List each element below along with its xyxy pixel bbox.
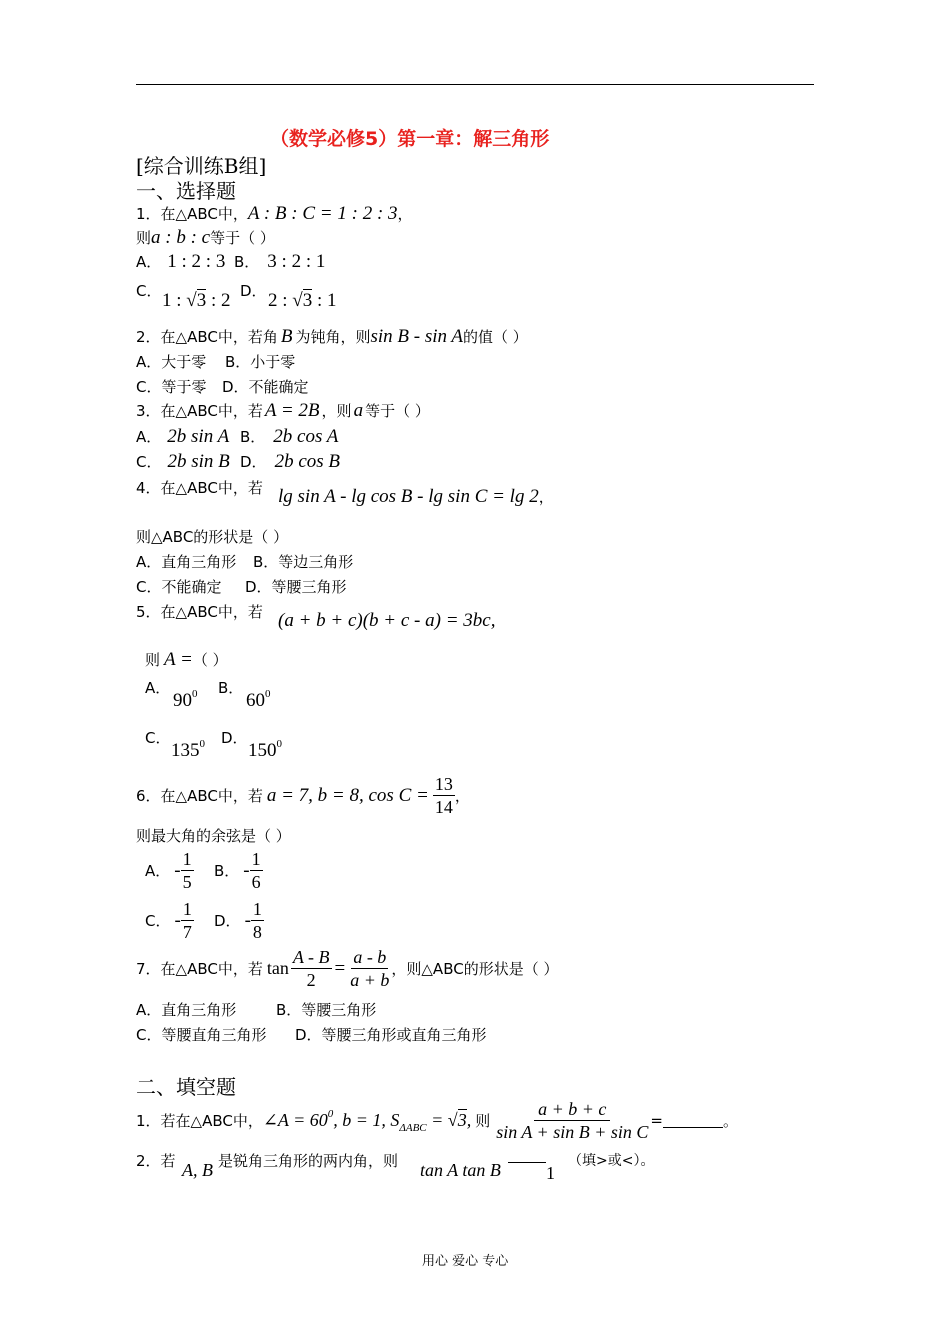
q1-stem-text: 1．在△ABC中， bbox=[136, 205, 248, 223]
q5-then: 则 bbox=[145, 651, 161, 669]
q1-a-value: 1 : 2 : 3 bbox=[167, 251, 226, 272]
q5-b-label: B． bbox=[218, 679, 244, 697]
q1-ratio-expr: A : B : C = 1 : 2 : 3 bbox=[247, 203, 398, 224]
q1-b-label: B． bbox=[234, 253, 260, 271]
q2-option-b[interactable]: B．小于零 bbox=[225, 353, 296, 371]
q6-d-label: D． bbox=[214, 912, 241, 930]
q6-cos-fraction bbox=[433, 773, 455, 818]
q6-b-den: 6 bbox=[251, 872, 261, 892]
q1-option-a[interactable] bbox=[136, 251, 225, 273]
section-multiple-choice: 一、选择题 bbox=[136, 179, 236, 203]
q5-option-b[interactable] bbox=[218, 677, 243, 698]
f1-comma: , bbox=[466, 1109, 472, 1130]
q7-option-a[interactable]: A．直角三角形 bbox=[136, 1001, 237, 1019]
q5-option-a[interactable] bbox=[145, 677, 170, 698]
q6-b-num: 1 bbox=[251, 849, 261, 869]
q2-option-c[interactable]: C．等于零 bbox=[136, 378, 207, 396]
q7-option-b[interactable]: B．等腰三角形 bbox=[276, 1001, 377, 1019]
q6-c-den: 7 bbox=[182, 922, 192, 942]
f1-b-and-s: , b = 1, S bbox=[333, 1109, 400, 1130]
q3-mid-text: ，则 bbox=[321, 402, 352, 420]
q7-equals: = bbox=[334, 957, 346, 979]
q5-c-value bbox=[171, 738, 205, 762]
f1-area-eq: = bbox=[426, 1109, 448, 1130]
q3-d-label: D． bbox=[240, 453, 267, 471]
section-fill-in: 二、填空题 bbox=[136, 1075, 236, 1099]
q5-c-num: 135 bbox=[171, 740, 200, 761]
f2-post-text: （填>或<）。 bbox=[568, 1153, 655, 1169]
q1-option-b[interactable] bbox=[234, 251, 325, 273]
q4-line2: 则△ABC的形状是（ ） bbox=[136, 528, 289, 546]
f2-tan-product: tan A tan B bbox=[420, 1160, 501, 1180]
f1-degree: 0 bbox=[327, 1107, 334, 1120]
q4-option-c[interactable]: C．不能确定 bbox=[136, 578, 222, 596]
q1-c-label: C． bbox=[136, 282, 162, 300]
q3-b-value: 2b cos A bbox=[273, 426, 339, 447]
q1-option-c[interactable] bbox=[136, 280, 161, 301]
q4-stem bbox=[136, 477, 263, 498]
q6-frac-den: 14 bbox=[434, 797, 453, 817]
f1-frac-den: sin A + sin B + sin C bbox=[496, 1122, 649, 1142]
q5-d-num: 150 bbox=[248, 740, 277, 761]
q7-option-c[interactable]: C．等腰直角三角形 bbox=[136, 1026, 267, 1044]
q6-d-num: 1 bbox=[252, 899, 262, 919]
q2-mid-text: 为钝角，则 bbox=[295, 328, 371, 346]
q1-c-pre: 1 : bbox=[162, 290, 187, 311]
q5-a-label: A． bbox=[145, 679, 171, 697]
q2-option-d[interactable]: D．不能确定 bbox=[222, 378, 309, 396]
q6-given-values: a = 7, b = 8, cos C = bbox=[266, 784, 429, 806]
q2-angle-var: B bbox=[280, 326, 293, 347]
q1-d-root: 3 bbox=[302, 290, 313, 311]
q1-stem bbox=[136, 203, 413, 225]
q3-angle-relation: A = 2B bbox=[264, 400, 320, 421]
q5-d-value bbox=[248, 738, 282, 762]
q6-c-sign: - bbox=[174, 909, 181, 931]
f1-then: 则 bbox=[475, 1112, 491, 1130]
q3-side-var: a bbox=[353, 400, 364, 421]
q2-stem-text: 2．在△ABC中，若角 bbox=[136, 328, 278, 346]
q3-option-b[interactable] bbox=[240, 426, 338, 448]
f1-given: ∠A = $60^0$, b = 1, $S_{\Delta ABC} = √3$, bbox=[262, 1107, 472, 1134]
q1-then: 则 bbox=[136, 229, 152, 247]
q6-b-fraction bbox=[250, 848, 263, 893]
f1-stem-text: 1．若在△ABC中， bbox=[136, 1112, 263, 1130]
f2-stem-text: 2．若 bbox=[136, 1152, 176, 1170]
q5-b-degree: 0 bbox=[265, 688, 271, 700]
f1-stem bbox=[136, 1098, 738, 1143]
q6-c-label: C． bbox=[145, 912, 171, 930]
page-footer: 用心 爱心 专心 bbox=[422, 1254, 509, 1269]
q6-option-c[interactable] bbox=[145, 898, 194, 943]
q5-c-degree: 0 bbox=[199, 738, 205, 750]
f1-answer-blank[interactable] bbox=[663, 1113, 723, 1128]
q5-blank-paren: （ ） bbox=[192, 651, 228, 669]
q4-option-d[interactable]: D．等腰三角形 bbox=[245, 578, 347, 596]
q6-option-b[interactable] bbox=[214, 848, 263, 893]
f2-one: 1 bbox=[546, 1163, 555, 1183]
q3-a-value: 2b sin A bbox=[167, 426, 230, 447]
q7-option-d[interactable]: D．等腰三角形或直角三角形 bbox=[295, 1026, 487, 1044]
q7-post-text: ，则△ABC的形状是（ ） bbox=[391, 960, 559, 978]
f1-angle: ∠A = 60 bbox=[262, 1109, 328, 1130]
q6-b-sign: - bbox=[243, 859, 250, 881]
q7-stem bbox=[136, 946, 558, 991]
q6-a-fraction bbox=[181, 848, 194, 893]
q5-angle-a: A = bbox=[164, 649, 193, 670]
q6-frac-num: 13 bbox=[434, 774, 453, 794]
q3-option-d[interactable] bbox=[240, 451, 340, 473]
q5-line2 bbox=[145, 649, 228, 671]
q5-b-value bbox=[246, 688, 271, 712]
q3-stem-text: 3．在△ABC中，若 bbox=[136, 402, 263, 420]
q5-c-label: C． bbox=[145, 729, 171, 747]
q1-c-post: : 2 bbox=[206, 290, 231, 311]
q6-a-sign: - bbox=[174, 859, 181, 881]
q1-sides-ratio: a : b : c bbox=[151, 227, 211, 248]
q2-sine-diff: sin B - sin A bbox=[370, 326, 464, 347]
q7-stem-text: 7．在△ABC中，若 bbox=[136, 960, 263, 978]
q6-stem bbox=[136, 773, 470, 818]
q1-a-label: A． bbox=[136, 253, 162, 271]
q2-post-text: 的值（ ） bbox=[463, 328, 528, 346]
q5-a-value bbox=[173, 688, 198, 712]
q1-comma: ， bbox=[397, 205, 413, 223]
q3-stem bbox=[136, 400, 430, 422]
q3-c-value: 2b sin B bbox=[167, 451, 230, 472]
q1-equals-prompt: 等于（ ） bbox=[210, 229, 275, 247]
q4-comma: ， bbox=[538, 488, 554, 506]
q6-a-den: 5 bbox=[182, 872, 192, 892]
f2-angles: A, B bbox=[182, 1160, 213, 1180]
q1-option-d[interactable] bbox=[240, 280, 267, 301]
q6-a-num: 1 bbox=[182, 849, 192, 869]
training-group-label: [综合训练B组] bbox=[136, 154, 267, 178]
f1-root: 3 bbox=[457, 1109, 467, 1130]
q5-a-degree: 0 bbox=[192, 688, 198, 700]
q1-d-pre: 2 : bbox=[268, 290, 293, 311]
q7-side-fraction bbox=[348, 946, 391, 991]
q5-a-num: 90 bbox=[173, 690, 192, 711]
q5-d-degree: 0 bbox=[276, 738, 282, 750]
q6-d-sign: - bbox=[244, 909, 251, 931]
f2-mid-text: 是锐角三角形的两内角，则 bbox=[218, 1152, 399, 1170]
f1-ratio-fraction bbox=[494, 1098, 650, 1143]
q1-line2 bbox=[136, 227, 275, 249]
q3-option-a[interactable] bbox=[136, 426, 229, 448]
q6-d-fraction bbox=[251, 898, 264, 943]
q6-d-den: 8 bbox=[252, 922, 262, 942]
f1-equals: = bbox=[650, 1111, 663, 1130]
q6-c-num: 1 bbox=[182, 899, 192, 919]
q6-option-a[interactable] bbox=[145, 848, 194, 893]
f1-area-sub: ΔABC bbox=[399, 1121, 427, 1134]
q6-option-d[interactable] bbox=[214, 898, 264, 943]
q7-half-angle-fraction bbox=[291, 946, 332, 991]
q1-c-root: 3 bbox=[196, 290, 207, 311]
q4-option-a[interactable]: A．直角三角形 bbox=[136, 553, 237, 571]
q6-stem-text: 6．在△ABC中，若 bbox=[136, 787, 263, 805]
q1-c-value: 1 : √3 : 2 bbox=[162, 290, 231, 311]
f1-frac-num: a + b + c bbox=[534, 1098, 610, 1121]
q5-condition: (a + b + c)(b + c - a) = 3bc, bbox=[278, 610, 496, 631]
q5-option-d[interactable] bbox=[221, 727, 248, 748]
q2-option-a[interactable]: A．大于零 bbox=[136, 353, 207, 371]
q1-d-value: 2 : √3 : 1 bbox=[268, 290, 337, 311]
q7-f1-den: 2 bbox=[306, 970, 316, 990]
q7-f1-num: A - B bbox=[292, 947, 330, 967]
q3-d-value: 2b cos B bbox=[274, 451, 340, 472]
q1-d-post: : 1 bbox=[312, 290, 337, 311]
q4-option-b[interactable]: B．等边三角形 bbox=[253, 553, 354, 571]
q3-a-label: A． bbox=[136, 428, 162, 446]
q6-a-label: A． bbox=[145, 862, 171, 880]
q3-b-label: B． bbox=[240, 428, 266, 446]
q5-d-label: D． bbox=[221, 729, 248, 747]
q7-f2-num: a - b bbox=[353, 947, 387, 967]
q4-log-expr bbox=[278, 486, 554, 508]
q4-stem-text: 4．在△ABC中，若 bbox=[136, 479, 263, 497]
q6-c-fraction bbox=[181, 898, 194, 943]
q1-b-value: 3 : 2 : 1 bbox=[267, 251, 326, 272]
q5-stem: 5．在△ABC中，若 bbox=[136, 603, 263, 621]
header-rule bbox=[136, 84, 814, 85]
q3-c-label: C． bbox=[136, 453, 162, 471]
q6-line2: 则最大角的余弦是（ ） bbox=[136, 827, 291, 845]
q6-b-label: B． bbox=[214, 862, 240, 880]
q2-stem bbox=[136, 326, 528, 348]
q5-b-num: 60 bbox=[246, 690, 265, 711]
q5-option-c[interactable] bbox=[145, 727, 170, 748]
q4-log-equation: lg sin A - lg cos B - lg sin C = lg 2 bbox=[278, 486, 539, 507]
q7-tan: tan bbox=[266, 958, 289, 978]
q6-comma: ， bbox=[454, 787, 470, 805]
q1-d-label: D． bbox=[240, 282, 267, 300]
f2-answer-blank[interactable] bbox=[508, 1162, 546, 1163]
q7-f2-den: a + b bbox=[350, 970, 390, 990]
page-title: （数学必修5）第一章：解三角形 bbox=[270, 128, 550, 150]
q3-post-text: 等于（ ） bbox=[365, 402, 430, 420]
f1-period: 。 bbox=[722, 1112, 738, 1130]
q3-option-c[interactable] bbox=[136, 451, 230, 473]
